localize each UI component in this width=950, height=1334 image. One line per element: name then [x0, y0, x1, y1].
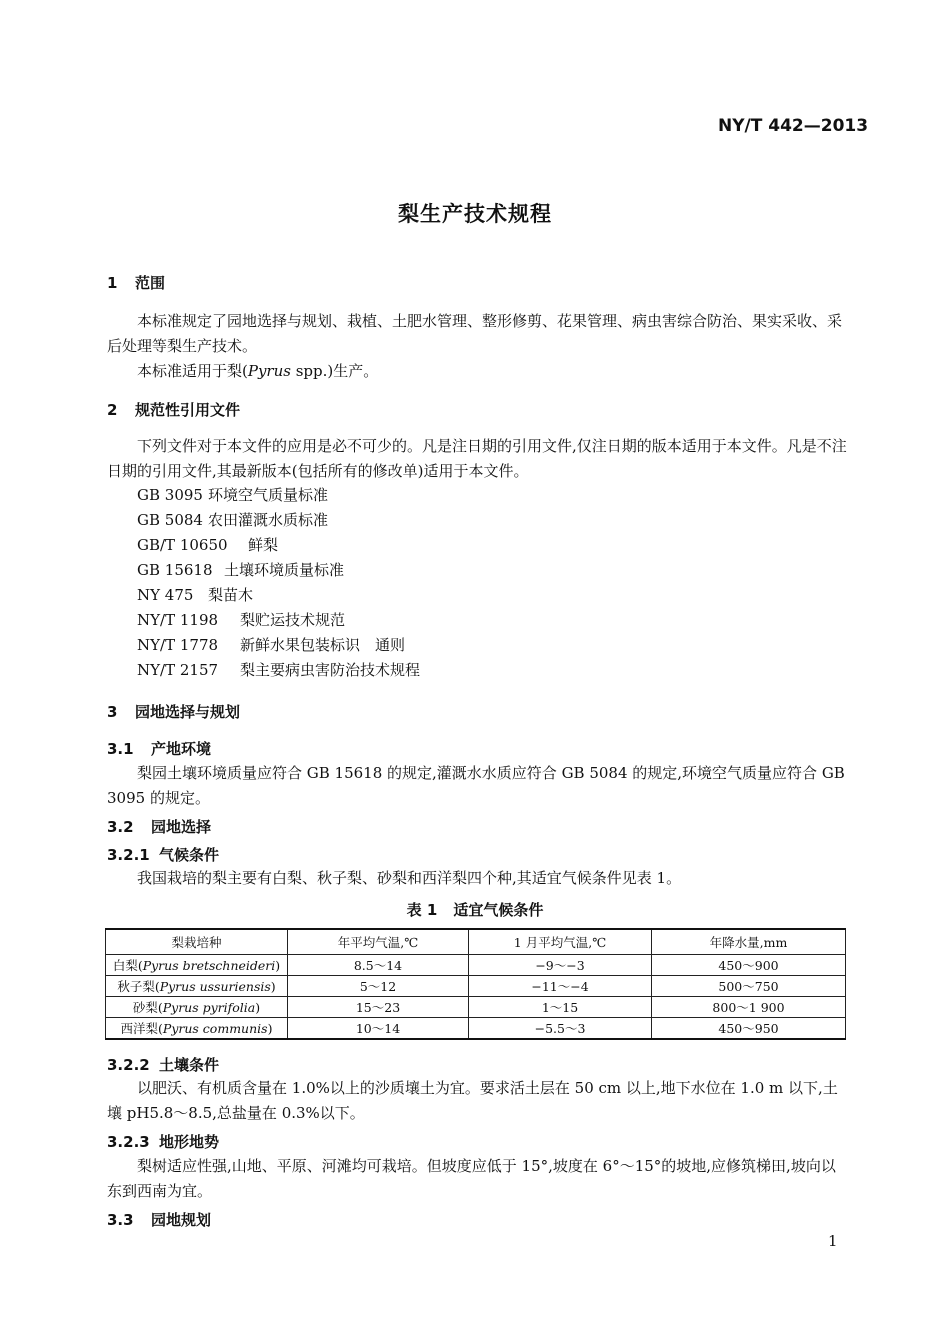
subsection-3-1-heading: [107, 738, 211, 759]
table-row: [106, 997, 846, 1018]
paragraph: 本标准规定了园地选择与规划、栽植、土肥水管理、整形修剪、花果管理、病虫害综合防治、果实采收、采后处理等梨生产技术。: [107, 312, 843, 355]
reference-code: NY/T 1778: [137, 636, 219, 654]
paragraph: 我国栽培的梨主要有白梨、秋子梨、砂梨和西洋梨四个种,其适宜气候条件见表 1。: [137, 869, 682, 887]
paren-close: ): [267, 1021, 273, 1036]
section-title: 产地环境: [151, 740, 212, 758]
subsection-3-2-heading: [107, 816, 211, 837]
table-row: [106, 1018, 846, 1040]
reference-item: [137, 484, 328, 505]
section-number: 3: [107, 703, 118, 721]
latin-name: Pyrus communis: [162, 1021, 268, 1036]
section-title: 土壤条件: [159, 1056, 220, 1074]
section-number: 3.2.1: [107, 846, 150, 864]
species-name: 西洋梨(: [120, 1021, 163, 1036]
reference-code: NY/T 1198: [137, 611, 219, 629]
table-header-row: [106, 929, 846, 955]
text-fragment: 本标准适用于梨(: [137, 362, 248, 380]
reference-name: 土壤环境质量标准: [224, 561, 345, 579]
reference-code: GB 5084: [137, 511, 203, 529]
section-1-heading: [107, 272, 165, 293]
column-header: 年平均气温,℃: [288, 929, 469, 955]
paren-close: ): [275, 958, 281, 973]
reference-name: 环境空气质量标准: [208, 486, 329, 504]
table-title: 适宜气候条件: [453, 901, 544, 919]
precipitation-cell: 450～900: [652, 955, 846, 976]
latin-name: Pyrus: [247, 362, 291, 380]
document-number: NY/T 442—2013: [718, 116, 869, 136]
paragraph: [107, 359, 847, 384]
paragraph: 梨树适应性强,山地、平原、河滩均可栽培。但坡度应低于 15°,坡度在 6°～15°的坡地,应修筑梯田,坡向以东到西南为宜。: [107, 1157, 836, 1200]
subsection-3-2-1-heading: [107, 844, 219, 865]
reference-name: 梨主要病虫害防治技术规程: [240, 661, 421, 679]
subsection-3-3-heading: [107, 1209, 211, 1230]
reference-name: 新鲜水果包装标识 通则: [240, 636, 406, 654]
page-title: 梨生产技术规程: [398, 202, 552, 226]
section-number: 3.3: [107, 1211, 134, 1229]
section-title: 园地选择: [151, 818, 212, 836]
section-title: 规范性引用文件: [135, 401, 241, 419]
section-title: 地形地势: [159, 1133, 220, 1151]
species-name: 砂梨(: [132, 1000, 163, 1015]
section-title: 气候条件: [159, 846, 220, 864]
table-row: [106, 955, 846, 976]
species-cell: [106, 997, 288, 1018]
annual-temp-cell: 10～14: [288, 1018, 469, 1040]
reference-code: NY/T 2157: [137, 661, 219, 679]
paragraph: 以肥沃、有机质含量在 1.0%以上的沙质壤土为宜。要求活土层在 50 cm 以上,地下水位在 1.0 m 以下,土壤 pH5.8～8.5,总盐量在 0.3%以下。: [107, 1079, 838, 1122]
table-number: 表 1: [406, 901, 438, 919]
reference-name: 梨贮运技术规范: [240, 611, 346, 629]
section-number: 1: [107, 274, 118, 292]
section-title: 园地选择与规划: [135, 703, 241, 721]
reference-item: [137, 634, 405, 655]
annual-temp-cell: 8.5～14: [288, 955, 469, 976]
section-number: 2: [107, 401, 118, 419]
species-cell: [106, 976, 288, 997]
paragraph: 梨园土壤环境质量应符合 GB 15618 的规定,灌溉水水质应符合 GB 5084 的规定,环境空气质量应符合 GB 3095 的规定。: [107, 764, 845, 807]
section-3-heading: [107, 701, 240, 722]
species-name: 白梨(: [112, 958, 143, 973]
annual-temp-cell: 5～12: [288, 976, 469, 997]
section-title: 范围: [135, 274, 166, 292]
paren-close: ): [255, 1000, 261, 1015]
reference-code: GB/T 10650: [137, 536, 228, 554]
text-fragment: spp.)生产。: [290, 362, 379, 380]
page-number: 1: [828, 1232, 838, 1250]
reference-item: [137, 659, 420, 680]
reference-name: 农田灌溉水质标准: [208, 511, 329, 529]
column-header: 梨栽培种: [106, 929, 288, 955]
paragraph: 下列文件对于本文件的应用是必不可少的。凡是注日期的引用文件,仅注日期的版本适用于本文件。凡是不注日期的引用文件,其最新版本(包括所有的修改单)适用于本文件。: [107, 437, 847, 480]
january-temp-cell: −11～−4: [469, 976, 652, 997]
section-title: 园地规划: [151, 1211, 212, 1229]
latin-name: Pyrus pyrifolia: [162, 1000, 256, 1015]
reference-name: 梨苗木: [208, 586, 254, 604]
precipitation-cell: 800～1 900: [652, 997, 846, 1018]
january-temp-cell: 1～15: [469, 997, 652, 1018]
section-number: 3.2.2: [107, 1056, 150, 1074]
paren-close: ): [270, 979, 276, 994]
precipitation-cell: 450～950: [652, 1018, 846, 1040]
reference-item: [137, 559, 344, 580]
reference-item: [137, 509, 328, 530]
reference-item: [137, 609, 345, 630]
species-cell: [106, 1018, 288, 1040]
latin-name: Pyrus bretschneideri: [142, 958, 276, 973]
table-caption: [0, 899, 950, 920]
reference-item: [137, 534, 278, 555]
section-number: 3.1: [107, 740, 134, 758]
january-temp-cell: −9～−3: [469, 955, 652, 976]
annual-temp-cell: 15～23: [288, 997, 469, 1018]
reference-name: 鲜梨: [248, 536, 279, 554]
january-temp-cell: −5.5～3: [469, 1018, 652, 1040]
reference-item: [137, 584, 253, 605]
column-header: 1 月平均气温,℃: [469, 929, 652, 955]
table-row: [106, 976, 846, 997]
subsection-3-2-2-heading: [107, 1054, 219, 1075]
section-number: 3.2: [107, 818, 134, 836]
species-cell: [106, 955, 288, 976]
reference-code: GB 15618: [137, 561, 213, 579]
subsection-3-2-3-heading: [107, 1131, 219, 1152]
precipitation-cell: 500～750: [652, 976, 846, 997]
species-name: 秋子梨(: [117, 979, 160, 994]
reference-code: GB 3095: [137, 486, 203, 504]
section-2-heading: [107, 399, 240, 420]
column-header: 年降水量,mm: [652, 929, 846, 955]
latin-name: Pyrus ussuriensis: [159, 979, 271, 994]
section-number: 3.2.3: [107, 1133, 150, 1151]
climate-table: [105, 928, 846, 1040]
reference-code: NY 475: [137, 586, 194, 604]
